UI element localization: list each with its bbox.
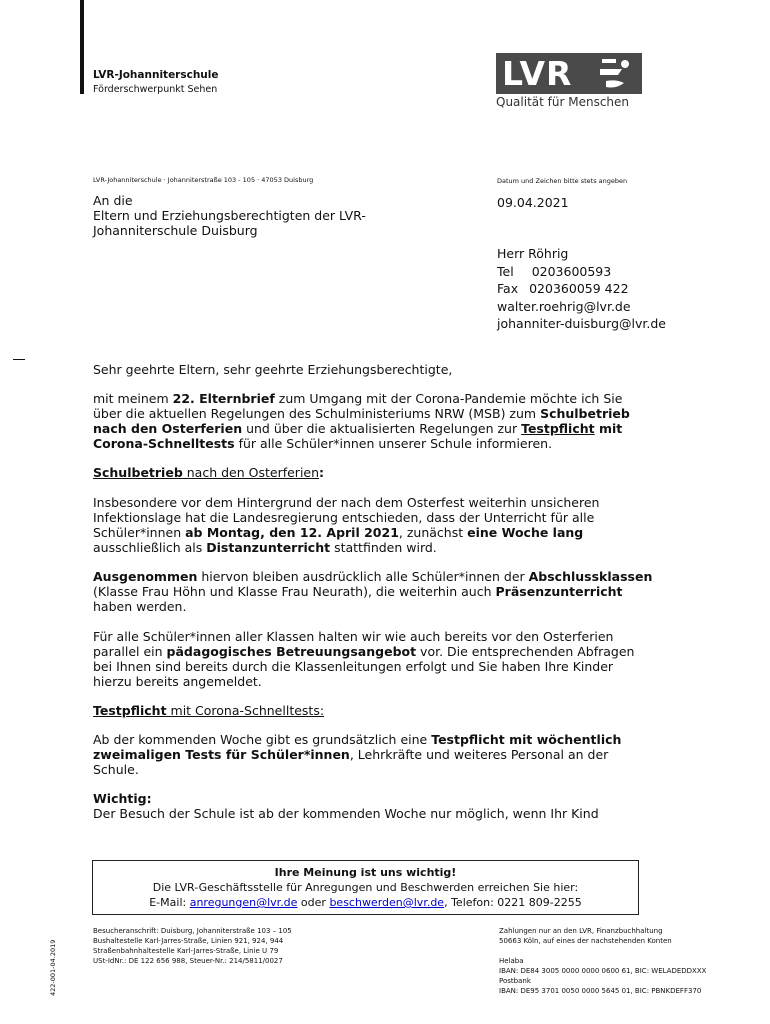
heading-testpflicht: Testpflicht mit Corona-Schnelltests:: [93, 703, 325, 718]
footer-line: USt-IdNr.: DE 122 656 988, Steuer-Nr.: 214/5811/0027: [93, 957, 283, 965]
footer-line: Zahlungen nur an den LVR, Finanzbuchhaltung: [499, 927, 663, 935]
contact-email[interactable]: johanniter-duisburg@lvr.de: [497, 316, 666, 331]
form-code: 422-001-04.2019: [49, 939, 57, 996]
contact-tel: Tel 0203600593: [497, 263, 612, 279]
letter-date: 09.04.2021: [497, 195, 569, 210]
feedback-title: Ihre Meinung ist uns wichtig!: [274, 866, 457, 879]
feedback-contacts: E-Mail: anregungen@lvr.de oder beschwerden@lvr.de, Telefon: 0221 809-2255: [149, 896, 582, 909]
recipient-line: Johanniterschule Duisburg: [93, 223, 258, 238]
heading-schulbetrieb: Schulbetrieb nach den Osterferien:: [93, 465, 325, 480]
paragraph-betreuung: Für alle Schüler*innen aller Klassen halten wir wie auch bereits vor den Osterferien parallel ein pädagogisches Betreuungsangebot vor. Die entsprechenden Abfragen bei Ihnen sind bereits durch die Klassenleitungen erfolgt und Sie haben Ihre Kinder hierzu bereits angemeldet.: [93, 629, 635, 689]
email-link-beschwerden[interactable]: beschwerden@lvr.de: [329, 896, 445, 909]
fold-mark: [13, 359, 25, 360]
logo-text: LVR: [502, 54, 573, 93]
school-subtitle: Förderschwerpunkt Sehen: [93, 84, 218, 95]
contact-name: Herr Röhrig: [497, 246, 569, 261]
contact-block: [497, 245, 666, 333]
logo-figure-icon: [596, 53, 636, 94]
footer-line: Besucheranschrift: Duisburg, Johanniterstraße 103 – 105: [93, 927, 292, 935]
footer-line: Helaba: [499, 957, 524, 965]
footer-line: Straßenbahnhaltestelle Karl-Jarres-Straße, Linie U 79: [93, 947, 279, 955]
school-name: LVR-Johanniterschule: [93, 69, 219, 81]
footer-line: Postbank: [499, 977, 531, 985]
logo-tagline: Qualität für Menschen: [496, 95, 630, 109]
email-link-anregungen[interactable]: anregungen@lvr.de: [189, 896, 298, 909]
paragraph-abschlussklassen: Ausgenommen hiervon bleiben ausdrücklich alle Schüler*innen der Abschlussklassen (Klasse Frau Höhn und Klasse Frau Neurath), die weiterhin auch Präsenzunterricht haben werden.: [93, 569, 653, 614]
logo-box: [496, 53, 642, 94]
paragraph-wichtig: Der Besuch der Schule ist ab der kommenden Woche nur möglich, wenn Ihr Kind: [93, 806, 599, 821]
paragraph-distanzunterricht: Insbesondere vor dem Hintergrund der nach dem Osterfest weiterhin unsicheren Infektionslage hat die Landesregierung entschieden, dass der Unterricht für alle Schüler*innen ab Montag, den 12. April 2021, zunächst eine Woche lang ausschließlich als Distanzunterricht stattfinden wird.: [93, 495, 600, 555]
recipient-line: An die: [93, 193, 133, 208]
footer-line: Bushaltestelle Karl-Jarres-Straße, Linien 921, 924, 944: [93, 937, 284, 945]
feedback-text: Die LVR-Geschäftsstelle für Anregungen und Beschwerden erreichen Sie hier:: [152, 881, 579, 894]
footer-line: 50663 Köln, auf eines der nachstehenden Konten: [499, 937, 672, 945]
recipient-line: Eltern und Erziehungsberechtigten der LVR-: [93, 208, 366, 223]
feedback-box: [92, 860, 639, 915]
heading-wichtig: Wichtig:: [93, 791, 152, 806]
footer-line: IBAN: DE95 3701 0050 0000 5645 01, BIC: PBNKDEFF370: [499, 987, 702, 995]
paragraph-testpflicht: Ab der kommenden Woche gibt es grundsätzlich eine Testpflicht mit wöchentlich zweimaligen Tests für Schüler*innen, Lehrkräfte und weiteres Personal an der Schule.: [93, 732, 622, 777]
paragraph-intro: mit meinem 22. Elternbrief zum Umgang mit der Corona-Pandemie möchte ich Sie über die aktuellen Regelungen des Schulministeriums NRW (MSB) zum Schulbetrieb nach den Osterferien und über die aktualisierten Regelungen zur Testpflicht mit Corona-Schnelltests für alle Schüler*innen unserer Schule informieren.: [93, 391, 630, 451]
footer-line: [499, 946, 706, 956]
letterhead-bar: [80, 0, 84, 94]
footer-left: [93, 926, 292, 966]
salutation: Sehr geehrte Eltern, sehr geehrte Erziehungsberechtigte,: [93, 362, 453, 377]
contact-email[interactable]: walter.roehrig@lvr.de: [497, 298, 631, 314]
recipient-address: [93, 193, 366, 238]
footer-right: [499, 926, 706, 996]
footer-line: IBAN: DE84 3005 0000 0000 0600 61, BIC: WELADEDDXXX: [499, 967, 707, 975]
datum-hint: Datum und Zeichen bitte stets angeben: [497, 177, 628, 185]
sender-line: LVR-Johanniterschule · Johanniterstraße 103 - 105 · 47053 Duisburg: [93, 176, 314, 184]
contact-fax: Fax 020360059 422: [497, 281, 629, 296]
lvr-logo: [496, 53, 644, 113]
